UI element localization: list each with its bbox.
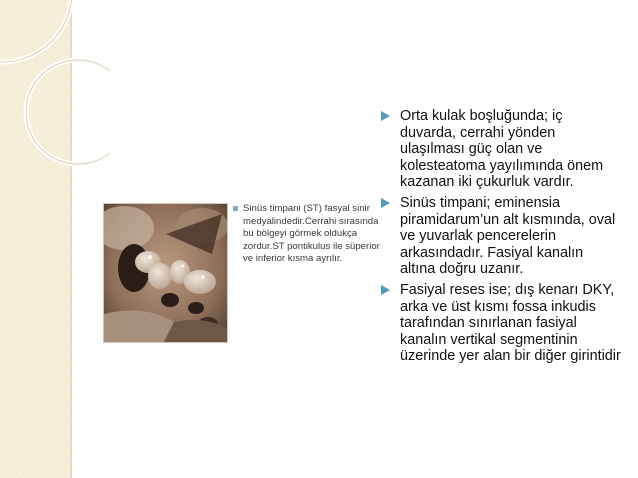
image-caption: Sinüs timpani (ST) fasyal sinir medyalindedir.Cerrahi sırasında bu bölgeyi görmek oldukça zordur.ST pontikulus ile süperior ve inferior kısma ayrılır. — [243, 203, 383, 266]
decorative-circles — [0, 0, 110, 180]
image-caption-list — [232, 203, 383, 266]
bullet-list — [400, 108, 622, 369]
bullet-arrow-icon — [381, 198, 390, 208]
bullet-arrow-icon — [381, 285, 390, 295]
bullet-item — [400, 195, 622, 278]
bullet-text: Fasiyal reses ise; dış kenarı DKY, arka ve üst kısmı fossa inkudis tarafından sınırlanan fasiyal kanalın vertikal segmentinin üzerinde yer alan bir diğer girintidir — [400, 281, 621, 365]
bullet-arrow-icon — [381, 111, 390, 121]
bullet-item — [400, 282, 622, 365]
bullet-item — [400, 108, 622, 191]
bullet-text: Orta kulak boşluğunda; iç duvarda, cerrahi yönden ulaşılması güç olan ve kolesteatoma yayılımında önem kazanan iki çukurluk vardır. — [400, 108, 604, 191]
middle-ear-photo — [103, 203, 228, 343]
bullet-text: Sinüs timpani; eminensia piramidarum’un alt kısmında, oval ve yuvarlak pencerelerin arkasındadır. Fasiyal kanalın altına doğru uzanır. — [400, 194, 616, 278]
